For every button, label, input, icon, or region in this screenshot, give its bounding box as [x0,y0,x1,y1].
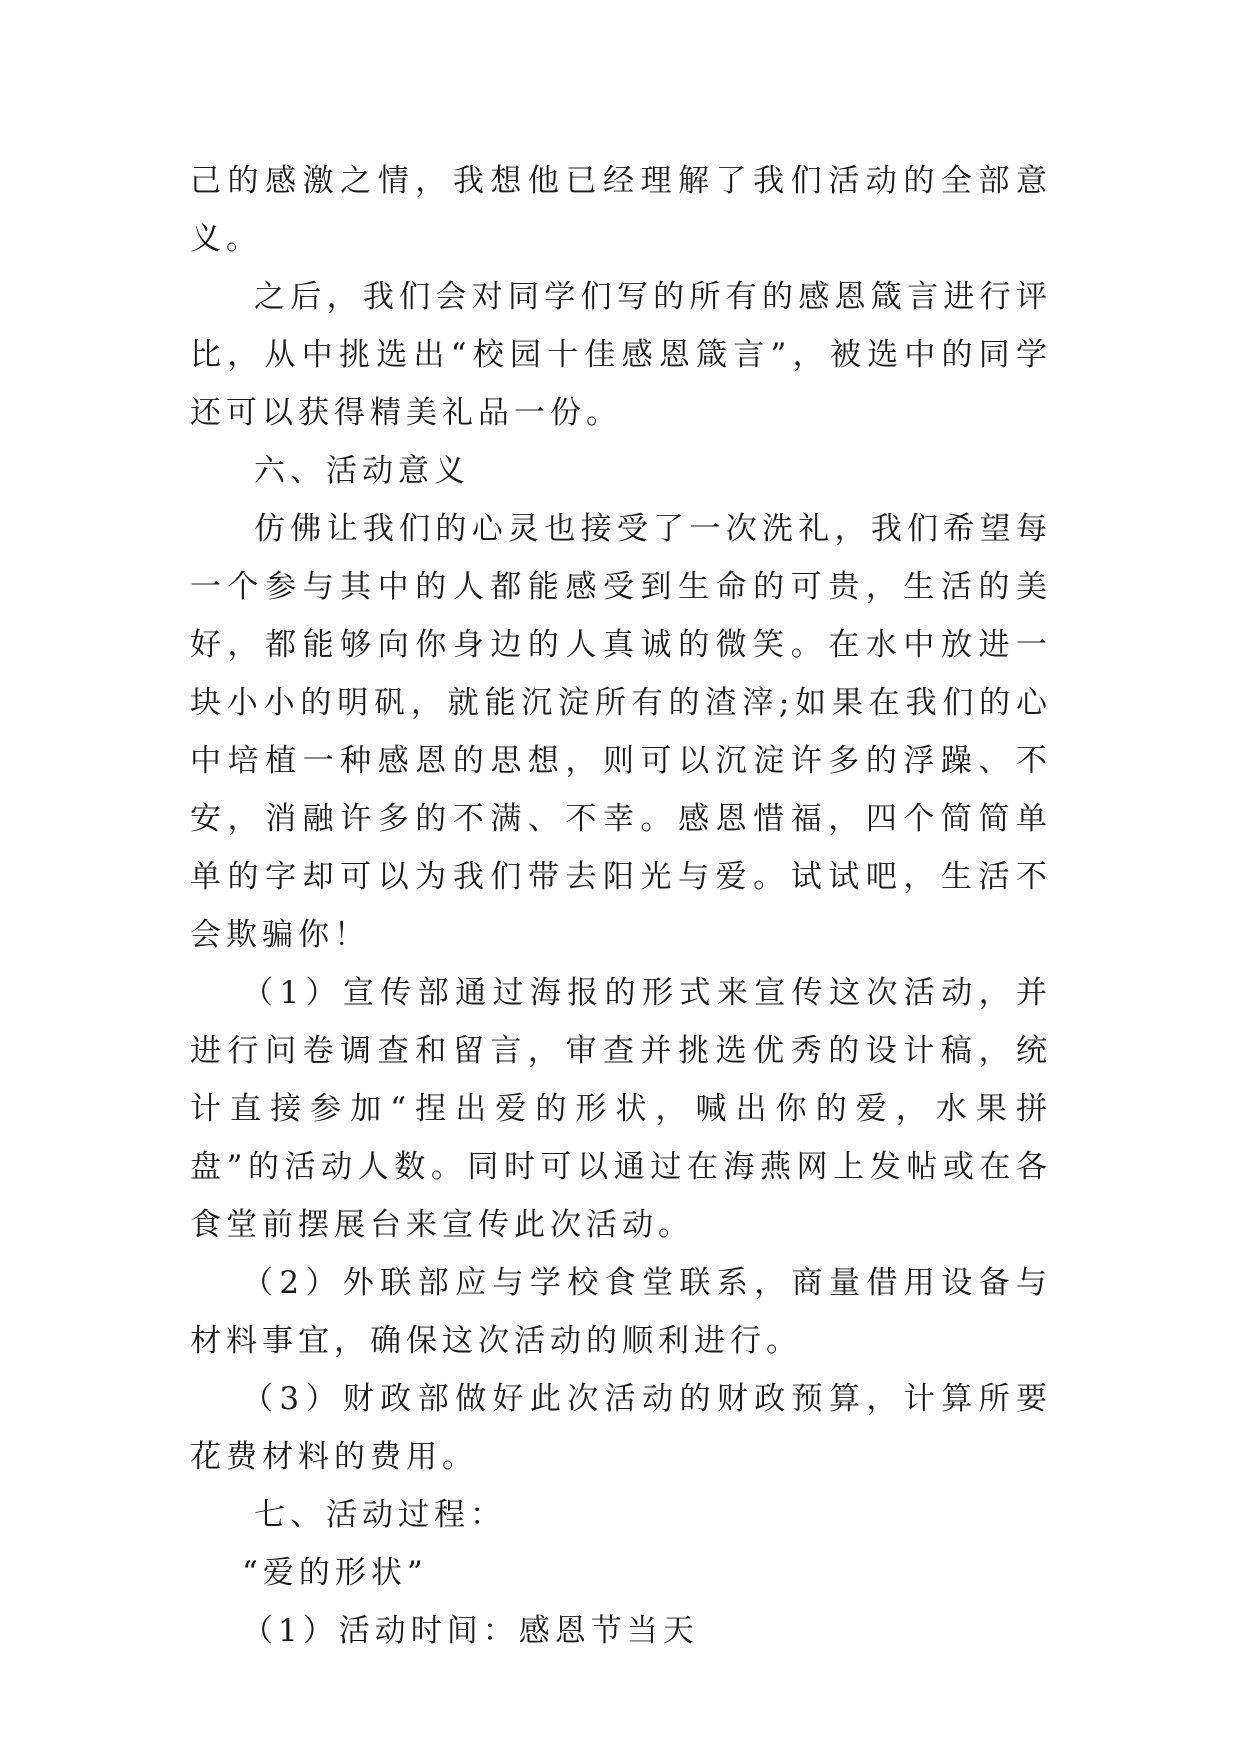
paragraph-continuation: 己的感激之情，我想他已经理解了我们活动的全部意义。 [190,163,1052,257]
paragraph-significance: 仿佛让我们的心灵也接受了一次洗礼，我们希望每一个参与其中的人都能感受到生命的可贵，生活的美好，都能够向你身边的人真诚的微笑。在水中放进一块小小的明矾，就能沉淀所有的渣滓;如果在我们的心中培植一种感恩的思想，则可以沉淀许多的浮躁、不安，消融许多的不满、不幸。感恩惜福，四个简简单单的字却可以为我们带去阳光与爱。试试吧，生活不会欺骗你！ [190,511,1052,953]
paragraph-evaluation: 之后，我们会对同学们写的所有的感恩箴言进行评比，从中挑选出“校园十佳感恩箴言”，被选中的同学还可以获得精美礼品一份。 [190,279,1052,431]
section-heading-process: 七、活动过程： [254,1497,506,1533]
subheading-love-shape: “爱的形状” [242,1555,428,1591]
paragraph-item-3: （3）财政部做好此次活动的财政预算，计算所要花费材料的费用。 [190,1381,1052,1475]
section-heading-significance: 六、活动意义 [254,453,470,489]
paragraph-item-2: （2）外联部应与学校食堂联系，商量借用设备与材料事宜，确保这次活动的顺利进行。 [190,1265,1052,1359]
paragraph-activity-time: （1）活动时间：感恩节当天 [242,1613,699,1649]
paragraph-item-1: （1）宣传部通过海报的形式来宣传这次活动，并进行问卷调查和留言，审查并挑选优秀的设计稿，统计直接参加“捏出爱的形状，喊出你的爱，水果拼盘”的活动人数。同时可以通过在海燕网上发帖或在各食堂前摆展台来宣传此次活动。 [190,975,1052,1243]
document-body [190,152,1052,1660]
